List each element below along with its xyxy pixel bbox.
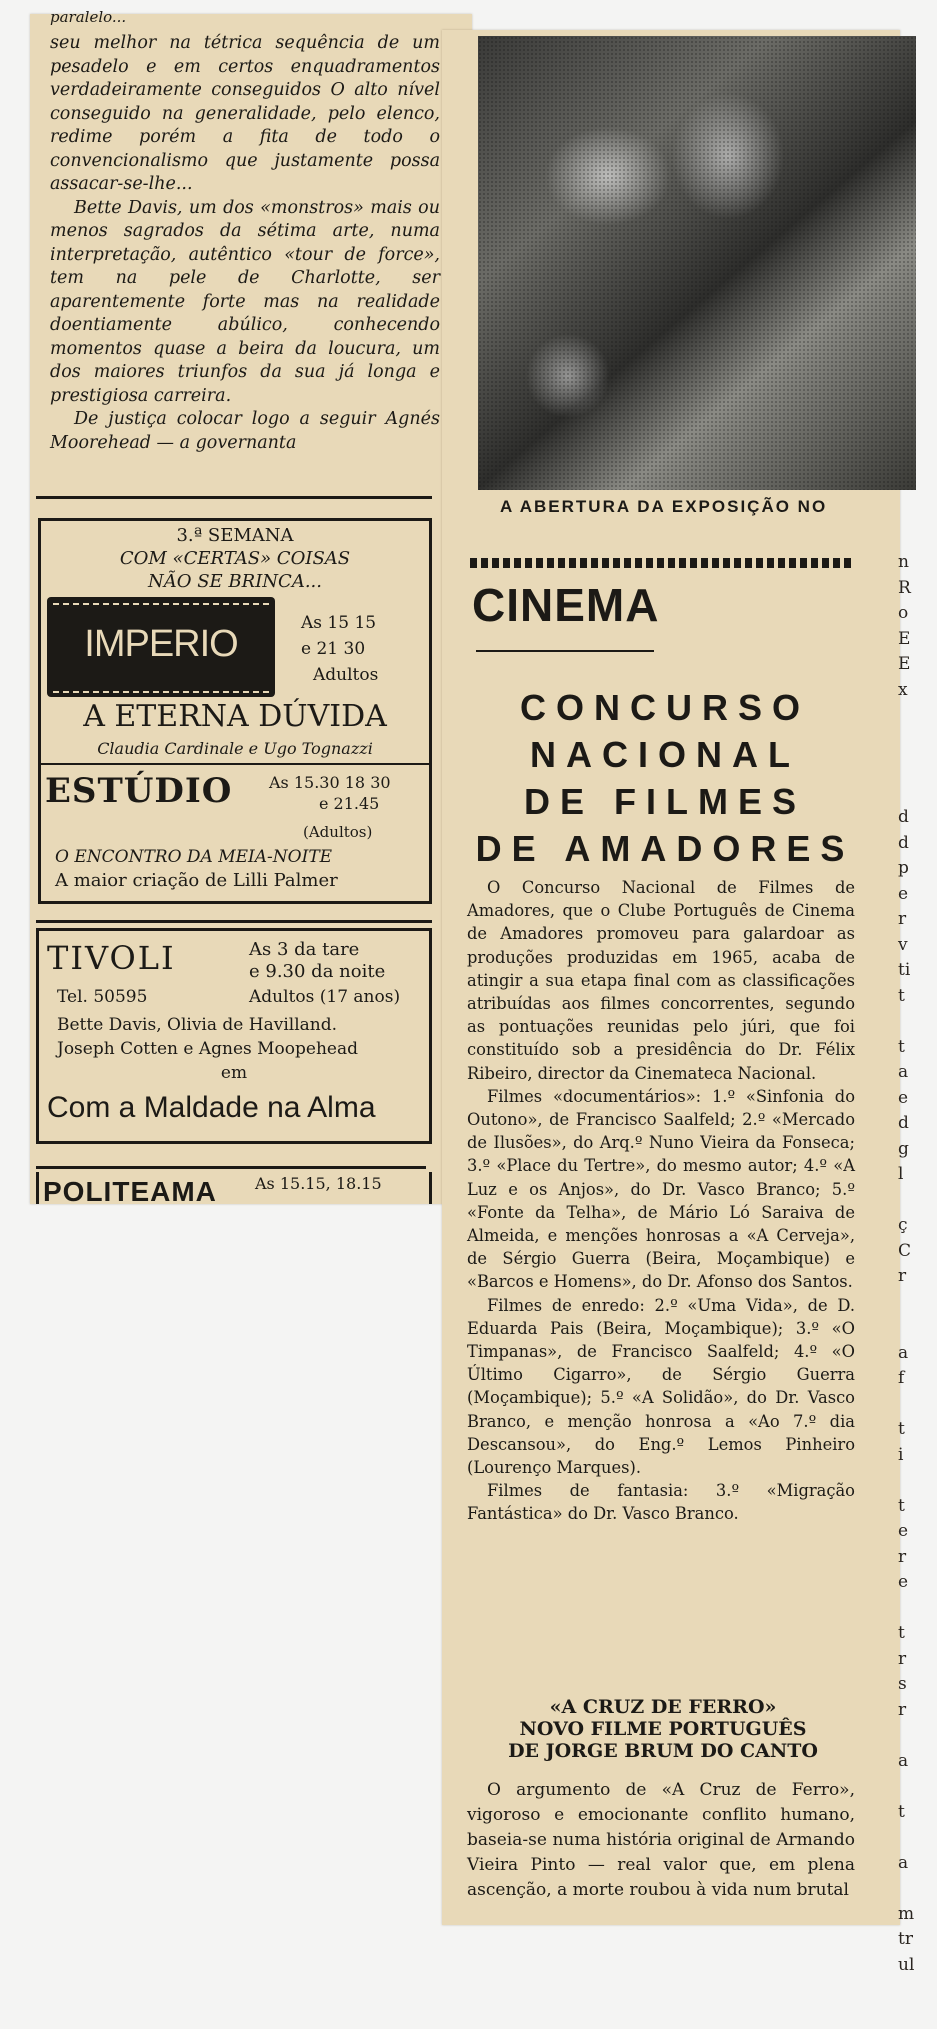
article-paragraph: Filmes «documentários»: 1.º «Sinfonia do Outono», de Francisco Saalfeld; 2.º «Mercado de Ilusões», do Arq.º Nuno Vieira da Fonseca; 3.º «Place du Tertre», do mesmo autor; 4.º «A Luz e os Anjos», do Dr. Vasco Branco; 5.º «Fonte da Telha», de Mário Ló Saraiva de Almeida, e menções honrosas a «A Cerveja», de Sérgio Guerra (Beira, Moçambique) e «Barcos e Homens», do Dr. Afonso dos Santos. (467, 1085, 855, 1294)
headline-line: DE JORGE BRUM DO CANTO (460, 1740, 866, 1762)
edge-letter: ti (898, 958, 912, 984)
edge-letter: g (898, 1137, 912, 1163)
edge-letter: C (898, 1239, 912, 1265)
edge-letter: E (898, 652, 912, 678)
cinema-name-politeama: POLITEAMA (43, 1176, 217, 1208)
edge-letter: d (898, 831, 912, 857)
edge-letter: e (898, 1570, 912, 1596)
ad-tivoli (36, 928, 432, 1144)
ad-rule (36, 920, 432, 923)
edge-letter: t (898, 1494, 912, 1520)
article-paragraph: Filmes de fantasia: 3.º «Migração Fantástica» do Dr. Vasco Branco. (467, 1479, 855, 1525)
divider (41, 763, 429, 765)
ad-phone: Tel. 50595 (57, 987, 147, 1007)
decorative-border (470, 558, 852, 568)
article-paragraph: Filmes de enredo: 2.º «Uma Vida», de D. Eduarda Pais (Beira, Moçambique); 3.º «O Timpanas», de Francisco Saalfeld; 4.º «O Último Cigarro», de Sérgio Guerra (Moçambique); 5.º «A Solidão», do Dr. Vasco Branco, e menção honrosa a «Ao 7.º dia Descansou», do Eng.º Lemos Pinheiro (Lourenço Marques). (467, 1294, 855, 1480)
headline-line: NACIONAL (470, 731, 860, 778)
edge-letter: d (898, 1111, 912, 1137)
edge-letter: e (898, 882, 912, 908)
ad-times: As 15 15 (301, 613, 376, 633)
cinema-name-tivoli: TIVOLI (47, 939, 176, 977)
edge-letter: r (898, 1698, 912, 1724)
edge-letter: a (898, 1341, 912, 1367)
film-cast: Claudia Cardinale e Ugo Tognazzi (41, 739, 429, 758)
edge-letter: i (898, 1443, 912, 1469)
review-paragraph: De justiça colocar logo a seguir Agnés Moorehead — a governanta (50, 408, 440, 455)
section-rule (476, 650, 654, 652)
ad-politeama (36, 1172, 432, 1204)
film-cast: Joseph Cotten e Agnes Moopehead (57, 1039, 358, 1059)
edge-letter: ul (898, 1953, 912, 1979)
edge-letter: a (898, 1060, 912, 1086)
article-paragraph: O argumento de «A Cruz de Ferro», vigoroso e emocionante conflito humano, baseia-se numa história original de Armando Vieira Pinto — real valor que, em plena ascenção, a morte roubou à vida num brutal (467, 1778, 855, 1903)
headline-line: «A CRUZ DE FERRO» (460, 1696, 866, 1718)
headline-line: DE AMADORES (470, 825, 860, 872)
edge-letter: tr (898, 1927, 912, 1953)
edge-letter: d (898, 805, 912, 831)
edge-letter (898, 1315, 912, 1341)
edge-letter (898, 1290, 912, 1316)
article-body (467, 876, 855, 1526)
edge-letter: R (898, 576, 912, 602)
cut-top-text: paralelo... (50, 6, 440, 18)
cinema-name-imperio: IMPERIO (47, 623, 275, 666)
ad-times: e 9.30 da noite (249, 961, 385, 982)
ad-times: As 3 da tare (249, 939, 359, 960)
edge-letter (898, 1825, 912, 1851)
edge-letter: v (898, 933, 912, 959)
edge-letter: s (898, 1672, 912, 1698)
edge-letter: r (898, 1647, 912, 1673)
edge-letter: f (898, 1366, 912, 1392)
article-body (467, 1778, 855, 1922)
edge-letter: E (898, 627, 912, 653)
edge-letter: p (898, 856, 912, 882)
edge-letter: r (898, 1545, 912, 1571)
photo-caption: A ABERTURA DA EXPOSIÇÃO NO (500, 497, 910, 517)
ad-rating: Adultos (17 anos) (249, 987, 400, 1007)
imperio-logo (47, 597, 275, 697)
edge-letter: l (898, 1162, 912, 1188)
section-title: CINEMA (472, 578, 659, 632)
edge-letter (898, 1876, 912, 1902)
cut-column-edge (898, 550, 912, 2029)
edge-letter: o (898, 601, 912, 627)
ad-tagline: NÃO SE BRINCA... (41, 571, 429, 592)
review-paragraph: Bette Davis, um dos «monstros» mais ou menos sagrados da sétima arte, numa interpretação, autêntico «tour de force», tem na pele de Charlotte, ser aparentemente forte mas na realidade doentiamente abúlico, conhecendo momentos quase a beira da loucura, um dos maiores triunfos da sua já longa e prestigiosa carreira. (50, 197, 440, 409)
edge-letter: x (898, 678, 912, 704)
edge-letter: t (898, 1035, 912, 1061)
edge-letter: t (898, 1417, 912, 1443)
edge-letter: a (898, 1749, 912, 1775)
edge-letter (898, 1596, 912, 1622)
edge-letter (898, 1978, 912, 2004)
edge-letter: t (898, 984, 912, 1010)
edge-letter: e (898, 1519, 912, 1545)
ad-top-rule (36, 496, 432, 499)
edge-letter (898, 780, 912, 806)
ad-week: 3.ª SEMANA (41, 525, 429, 546)
ad-imperio (38, 518, 432, 904)
logo-border (53, 681, 269, 693)
headline-line: CONCURSO (470, 684, 860, 731)
article-paragraph: O Concurso Nacional de Filmes de Amadores, que o Clube Português de Cinema de Amadores promoveu para galardoar as produções produzidas em 1965, acaba de atingir a sua etapa final com as classificações atribuídas aos filmes concorrentes, segundo as pontuações reunidas pelo júri, que foi constituído sob a presidência do Dr. Félix Ribeiro, director da Cinemateca Nacional. (467, 876, 855, 1085)
edge-letter (898, 1723, 912, 1749)
headline-line: NOVO FILME PORTUGUÊS (460, 1718, 866, 1740)
film-tagline: A maior criação de Lilli Palmer (55, 870, 338, 891)
edge-letter (898, 1774, 912, 1800)
edge-letter: t (898, 1800, 912, 1826)
ad-em: em (39, 1063, 429, 1083)
ad-rating: Adultos (313, 665, 378, 685)
ad-tagline: COM «CERTAS» COISAS (41, 548, 429, 569)
ad-times: e 21.45 (319, 794, 379, 813)
edge-letter (898, 754, 912, 780)
article-headline (460, 1696, 866, 1762)
edge-letter: r (898, 1264, 912, 1290)
edge-letter: n (898, 550, 912, 576)
review-text (50, 32, 440, 455)
edge-letter: a (898, 1851, 912, 1877)
ad-rating: (Adultos) (303, 823, 372, 841)
headline-line: DE FILMES (470, 778, 860, 825)
cinema-name-estudio: ESTÚDIO (45, 771, 232, 811)
film-title: A ETERNA DÚVIDA (41, 699, 429, 734)
ad-rule (36, 1166, 426, 1169)
exhibition-photo (478, 36, 916, 490)
edge-letter: t (898, 1621, 912, 1647)
edge-letter (898, 1188, 912, 1214)
edge-letter (898, 1392, 912, 1418)
edge-letter (898, 729, 912, 755)
ad-times: e 21 30 (301, 639, 365, 659)
film-title: Com a Maldade na Alma (47, 1091, 376, 1125)
edge-letter (898, 1009, 912, 1035)
edge-letter: ç (898, 1213, 912, 1239)
review-paragraph: seu melhor na tétrica sequência de um pesadelo e em certos enquadramentos verdadeiramente conseguidos O alto nível conseguido na generalidade, pelo elenco, redime porém a fita de todo o convencionalismo que justamente possa assacar-se-lhe... (50, 32, 440, 197)
film-title: O ENCONTRO DA MEIA-NOITE (55, 847, 332, 867)
article-headline (470, 684, 860, 872)
film-cast: Bette Davis, Olivia de Havilland. (57, 1015, 337, 1035)
ad-times: As 15.30 18 30 (269, 773, 391, 792)
logo-border (53, 603, 269, 615)
edge-letter: m (898, 1902, 912, 1928)
edge-letter: e (898, 1086, 912, 1112)
ad-times: As 15.15, 18.15 (255, 1174, 382, 1193)
edge-letter (898, 703, 912, 729)
edge-letter (898, 2004, 912, 2029)
edge-letter: r (898, 907, 912, 933)
edge-letter (898, 1468, 912, 1494)
